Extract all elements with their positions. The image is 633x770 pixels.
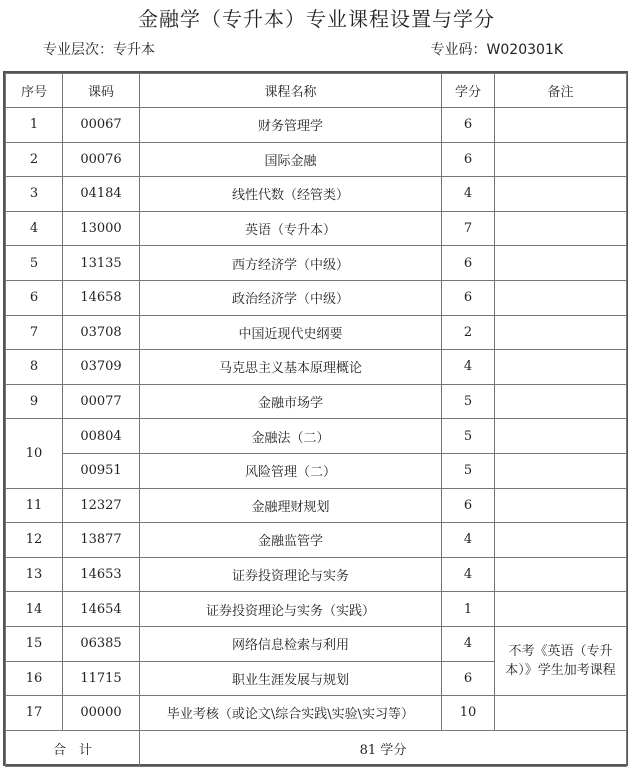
table-row <box>6 488 627 523</box>
row-code: 03709 <box>63 350 140 385</box>
row-seq: 16 <box>6 661 63 696</box>
row-course-name: 财务管理学 <box>140 108 442 143</box>
row-seq: 15 <box>6 626 63 661</box>
page-title: 金融学（专升本）专业课程设置与学分 <box>138 7 495 31</box>
row-course-name: 金融法（二） <box>140 419 442 454</box>
table-row <box>6 177 627 212</box>
row-course-name: 毕业考核（或论文\综合实践\实验\实习等） <box>140 696 442 731</box>
row-course-name: 证券投资理论与实务 <box>140 557 442 592</box>
row-note <box>495 453 627 488</box>
table-row <box>6 523 627 558</box>
row-credit: 1 <box>442 592 495 627</box>
row-seq: 12 <box>6 523 63 558</box>
row-seq: 11 <box>6 488 63 523</box>
row-course-name: 金融监管学 <box>140 523 442 558</box>
row-code: 00804 <box>63 419 140 454</box>
program-code: 专业码：W020301K <box>430 42 563 58</box>
row-credit: 6 <box>442 108 495 143</box>
row-credit: 5 <box>442 453 495 488</box>
row-course-name: 网络信息检索与利用 <box>140 626 442 661</box>
table-row <box>6 626 627 661</box>
row-code: 00000 <box>63 696 140 731</box>
row-code: 06385 <box>63 626 140 661</box>
row-note <box>495 246 627 281</box>
row-course-name: 政治经济学（中级） <box>140 280 442 315</box>
row-seq: 10 <box>6 419 63 488</box>
row-credit: 4 <box>442 177 495 212</box>
row-seq: 5 <box>6 246 63 281</box>
elective-note: 不考《英语（专升本）》学生加考课程 <box>495 626 627 695</box>
table-row <box>6 108 627 143</box>
row-credit: 4 <box>442 523 495 558</box>
row-note <box>495 350 627 385</box>
row-seq: 2 <box>6 142 63 177</box>
row-credit: 6 <box>442 661 495 696</box>
row-note <box>495 419 627 454</box>
row-credit: 4 <box>442 557 495 592</box>
table-row <box>6 350 627 385</box>
row-code: 12327 <box>63 488 140 523</box>
header-name: 课程名称 <box>140 74 442 108</box>
table-row <box>6 142 627 177</box>
row-note <box>495 557 627 592</box>
total-label: 合 计 <box>6 730 140 766</box>
row-course-name: 职业生涯发展与规划 <box>140 661 442 696</box>
table-row <box>6 315 627 350</box>
row-note <box>495 592 627 627</box>
row-credit: 4 <box>442 350 495 385</box>
header-seq: 序号 <box>6 74 63 108</box>
header-credit: 学分 <box>442 74 495 108</box>
row-course-name: 国际金融 <box>140 142 442 177</box>
row-course-name: 金融理财规划 <box>140 488 442 523</box>
row-code: 14658 <box>63 280 140 315</box>
row-seq: 1 <box>6 108 63 143</box>
table-row <box>6 419 627 454</box>
row-code: 00067 <box>63 108 140 143</box>
row-seq: 13 <box>6 557 63 592</box>
row-note <box>495 177 627 212</box>
row-credit: 5 <box>442 384 495 419</box>
row-code: 14654 <box>63 592 140 627</box>
row-course-name: 风险管理（二） <box>140 453 442 488</box>
row-credit: 2 <box>442 315 495 350</box>
table-row <box>6 211 627 246</box>
row-seq: 6 <box>6 280 63 315</box>
total-row <box>6 730 627 766</box>
table-row <box>6 280 627 315</box>
row-credit: 6 <box>442 488 495 523</box>
row-code: 00951 <box>63 453 140 488</box>
row-credit: 5 <box>442 419 495 454</box>
course-table <box>5 73 627 767</box>
row-course-name: 证券投资理论与实务（实践） <box>140 592 442 627</box>
row-seq: 4 <box>6 211 63 246</box>
program-level: 专业层次：专升本 <box>43 42 155 58</box>
row-credit: 6 <box>442 142 495 177</box>
row-seq: 8 <box>6 350 63 385</box>
table-header-row <box>6 74 627 108</box>
row-course-name: 英语（专升本） <box>140 211 442 246</box>
row-note <box>495 211 627 246</box>
row-credit: 7 <box>442 211 495 246</box>
table-row <box>6 384 627 419</box>
header-code: 课码 <box>63 74 140 108</box>
row-seq: 3 <box>6 177 63 212</box>
row-course-name: 西方经济学（中级） <box>140 246 442 281</box>
row-course-name: 线性代数（经管类） <box>140 177 442 212</box>
row-code: 11715 <box>63 661 140 696</box>
row-code: 03708 <box>63 315 140 350</box>
row-seq: 9 <box>6 384 63 419</box>
row-course-name: 马克思主义基本原理概论 <box>140 350 442 385</box>
row-code: 13877 <box>63 523 140 558</box>
header-note: 备注 <box>495 74 627 108</box>
row-note <box>495 142 627 177</box>
table-row <box>6 696 627 731</box>
row-code: 00076 <box>63 142 140 177</box>
row-note <box>495 696 627 731</box>
row-code: 14653 <box>63 557 140 592</box>
row-credit: 6 <box>442 246 495 281</box>
row-credit: 4 <box>442 626 495 661</box>
row-code: 13135 <box>63 246 140 281</box>
table-row <box>6 592 627 627</box>
total-value: 81 学分 <box>140 730 627 766</box>
table-row <box>6 246 627 281</box>
row-note <box>495 280 627 315</box>
row-code: 13000 <box>63 211 140 246</box>
table-row <box>6 453 627 488</box>
row-code: 00077 <box>63 384 140 419</box>
row-seq: 14 <box>6 592 63 627</box>
row-note <box>495 108 627 143</box>
row-course-name: 金融市场学 <box>140 384 442 419</box>
row-note <box>495 384 627 419</box>
row-credit: 10 <box>442 696 495 731</box>
row-seq: 17 <box>6 696 63 731</box>
row-note <box>495 315 627 350</box>
row-seq: 7 <box>6 315 63 350</box>
row-course-name: 中国近现代史纲要 <box>140 315 442 350</box>
row-credit: 6 <box>442 280 495 315</box>
row-code: 04184 <box>63 177 140 212</box>
table-row <box>6 557 627 592</box>
row-note <box>495 488 627 523</box>
row-note <box>495 523 627 558</box>
